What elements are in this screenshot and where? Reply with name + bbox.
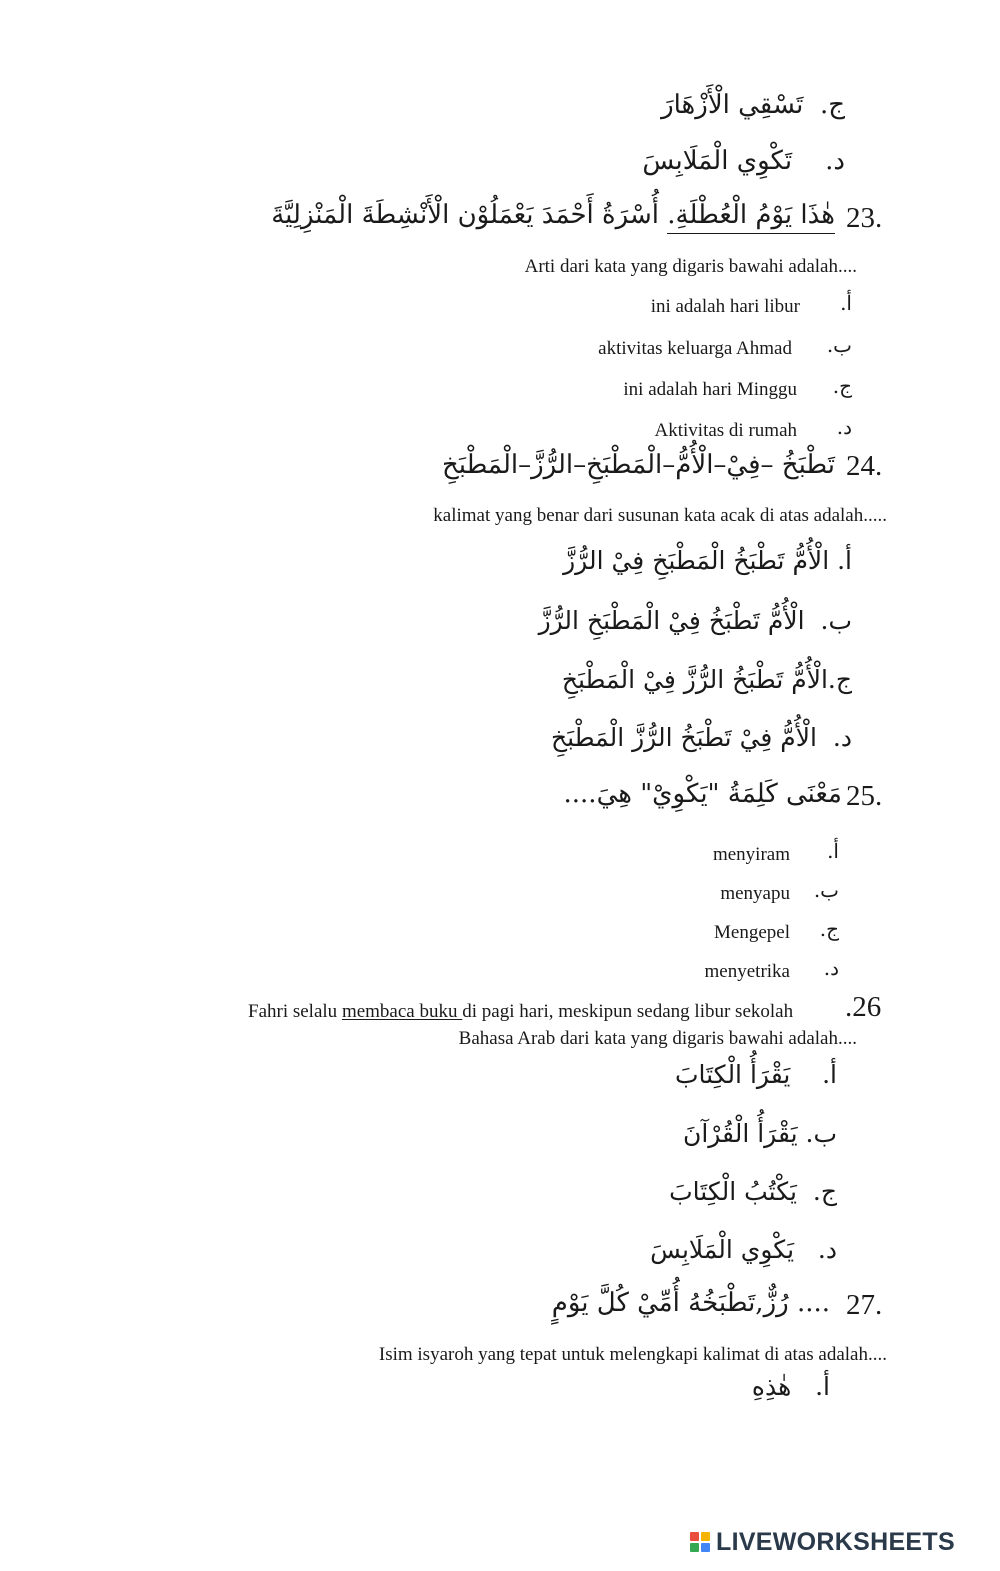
option-text: تَسْقِي الْأَزْهَارَ: [661, 90, 804, 120]
q23-option-b-text: aktivitas keluarga Ahmad: [598, 338, 792, 359]
option-letter: ب.: [805, 1119, 837, 1148]
q25-option-a-letter: أ.: [827, 839, 839, 863]
q27-sentence: .... رُزٌّ,تَطْبَخُهُ أُمِّيْ كُلَّ يَوْمٍ: [551, 1288, 830, 1318]
q25-option-c-text: Mengepel: [714, 922, 790, 943]
q27-prompt: Isim isyaroh yang tepat untuk melengkapi kalimat di atas adalah....: [378, 1344, 887, 1365]
q23-underlined-phrase: هٰذَا يَوْمُ الْعُطْلَةِ.: [667, 200, 835, 234]
option-letter: ب.: [820, 606, 852, 635]
q26-underlined-phrase: membaca buku: [341, 1001, 463, 1022]
option-letter: أ.: [815, 1372, 830, 1401]
q25-number: 25.: [846, 780, 883, 812]
option-letter: ج.: [819, 90, 845, 120]
q23-option-c-letter: ج.: [832, 374, 852, 398]
q26-option-a: [675, 1062, 837, 1087]
q24-prompt: kalimat yang benar dari susunan kata acak di atas adalah.....: [433, 505, 887, 526]
q23-prompt: Arti dari kata yang digaris bawahi adalah....: [524, 256, 857, 277]
option-text: الْأُمُّ فِيْ تَطْبَخُ الرُّزَّ الْمَطْبَخِ: [550, 723, 817, 752]
q24-option-d: [551, 725, 852, 750]
option-text: تَكْوِي الْمَلَابِسَ: [642, 146, 793, 176]
q24-scrambled-words: تَطْبَخُ –فِيْ–الْأُمُّ–الْمَطْبَخِ–الرُّزَّ–الْمَطْبَخِ: [441, 450, 835, 480]
q26-option-b: [683, 1121, 837, 1146]
q27-number: 27.: [846, 1289, 883, 1321]
q22-option-d: [642, 148, 845, 174]
logo-wordmark: LIVEWORKSHEETS: [716, 1527, 955, 1556]
liveworksheets-logo: [690, 1525, 955, 1559]
q26-number: .26: [845, 991, 882, 1023]
q22-option-c: [661, 92, 845, 118]
option-letter: د.: [832, 723, 852, 752]
q25-option-d-text: menyetrika: [704, 961, 790, 982]
q24-option-b: [539, 608, 852, 633]
q25-option-b-text: menyapu: [720, 883, 790, 904]
q25-option-c-letter: ج.: [819, 917, 839, 941]
option-text: يَكْوِي الْمَلَابِسَ: [650, 1235, 795, 1264]
q27-option-a: [752, 1374, 830, 1399]
option-letter: أ.: [837, 546, 852, 575]
option-text: هٰذِهِ: [751, 1372, 792, 1401]
q23-option-a-text: ini adalah hari libur: [650, 296, 800, 317]
q25-question: مَعْنَى كَلِمَةُ "يَكْوِيْ" هِيَ....: [563, 779, 842, 809]
option-letter: أ.: [822, 1060, 837, 1089]
q26-text-after: di pagi hari, meskipun sedang libur sekolah: [462, 1001, 794, 1022]
option-letter: د.: [825, 146, 845, 176]
logo-square: [701, 1532, 710, 1541]
logo-mark-icon: [690, 1532, 710, 1552]
option-text: يَقْرَأُ الْكِتَابَ: [674, 1060, 791, 1089]
q25-option-d-letter: د.: [823, 956, 839, 980]
q24-option-c: [562, 667, 852, 692]
q26-option-c: [669, 1179, 837, 1204]
q26-option-d: [650, 1237, 837, 1262]
q23-option-d-text: Aktivitas di rumah: [654, 420, 797, 441]
option-text: الْأُمُّ تَطْبَخُ الرُّزَّ فِيْ الْمَطْبَخِ: [561, 665, 828, 694]
q23-number: 23.: [846, 202, 883, 234]
option-letter: ج.: [812, 1177, 837, 1206]
q25-option-a-text: menyiram: [712, 844, 790, 865]
logo-square: [690, 1532, 699, 1541]
q23-sentence-rest: أُسْرَةُ أَحْمَدَ يَعْمَلُوْن الْأَنْشِطَةَ الْمَنْزِلِيَّةَ: [271, 200, 660, 230]
q24-option-a: [563, 548, 852, 573]
option-text: يَقْرَأُ الْقُرْآنَ: [682, 1119, 798, 1148]
option-text: يَكْتُبُ الْكِتَابَ: [669, 1177, 797, 1206]
q23-option-b-letter: ب.: [826, 333, 852, 357]
q25-option-b-letter: ب.: [813, 878, 839, 902]
q23-option-d-letter: د.: [836, 415, 852, 439]
q23-option-c-text: ini adalah hari Minggu: [623, 379, 797, 400]
option-letter: ج.: [827, 665, 852, 694]
q24-number: 24.: [846, 450, 883, 482]
q26-prompt: Bahasa Arab dari kata yang digaris bawahi adalah....: [458, 1028, 857, 1049]
option-text: الْأُمُّ تَطْبَخُ الْمَطْبَخِ فِيْ الرُّزَّ: [563, 546, 830, 575]
q23-option-a-letter: أ.: [840, 291, 852, 315]
logo-square: [690, 1543, 699, 1552]
q26-sentence: [248, 1002, 793, 1021]
q23-sentence: [271, 202, 835, 228]
option-letter: د.: [817, 1235, 837, 1264]
logo-square: [701, 1543, 710, 1552]
q26-text-before: Fahri selalu: [248, 1001, 342, 1022]
option-text: الْأُمُّ تَطْبَخُ فِيْ الْمَطْبَخِ الرُّزَّ: [538, 606, 805, 635]
